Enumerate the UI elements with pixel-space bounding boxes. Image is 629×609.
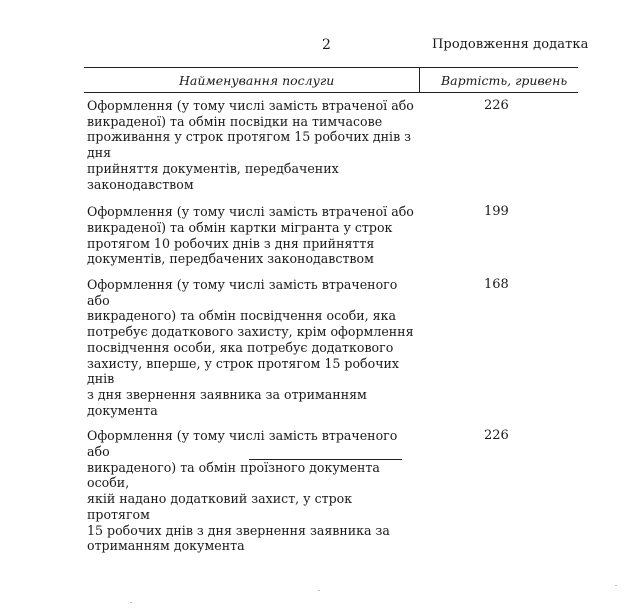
service-cost: 226: [484, 428, 509, 444]
table-row: [84, 428, 578, 554]
services-table: [84, 67, 578, 554]
service-description: Оформлення (у тому числі замість втраченого або викраденого) та обмін посвідчення особи, яка потребує додаткового захисту, крім оформлення посвідчення особи, яка потребує додаткового захисту, вперше, у строк протягом 15 робочих днів з дня звернення заявника за отриманням документа: [87, 277, 414, 418]
column-divider: [419, 68, 420, 92]
service-description: Оформлення (у тому числі замість втраченого або викраденого) та обмін проїзного документа особи, якій надано додатковий захист, у строк протягом 15 робочих днів з дня звернення заявника за отриманням документа: [87, 428, 398, 554]
service-cost: 199: [484, 204, 509, 220]
continuation-label: Продовження додатка: [432, 37, 589, 52]
scan-speck: [615, 585, 617, 586]
end-of-document-line: [249, 459, 402, 460]
table-header: [84, 68, 578, 93]
scan-speck: [318, 590, 320, 591]
service-description: Оформлення (у тому числі замість втраченої або викраденої) та обмін картки мігранта у строк протягом 10 робочих днів з дня прийняття документів, передбачених законодавством: [87, 204, 414, 267]
scan-speck: [130, 602, 132, 603]
column-header-name: Найменування послуги: [179, 73, 335, 88]
table-row: [84, 277, 578, 418]
service-cost: 168: [484, 277, 509, 293]
service-description: Оформлення (у тому числі замість втраченої або викраденої) та обмін посвідки на тимчасове проживання у строк протягом 15 робочих днів з дня прийняття документів, передбачених законодавством: [87, 98, 414, 192]
column-header-cost: Вартість, гривень: [441, 73, 568, 88]
table-row: [84, 98, 578, 192]
table-row: [84, 204, 578, 267]
service-cost: 226: [484, 98, 509, 113]
page-number: 2: [322, 37, 331, 53]
table-body: [84, 98, 578, 554]
